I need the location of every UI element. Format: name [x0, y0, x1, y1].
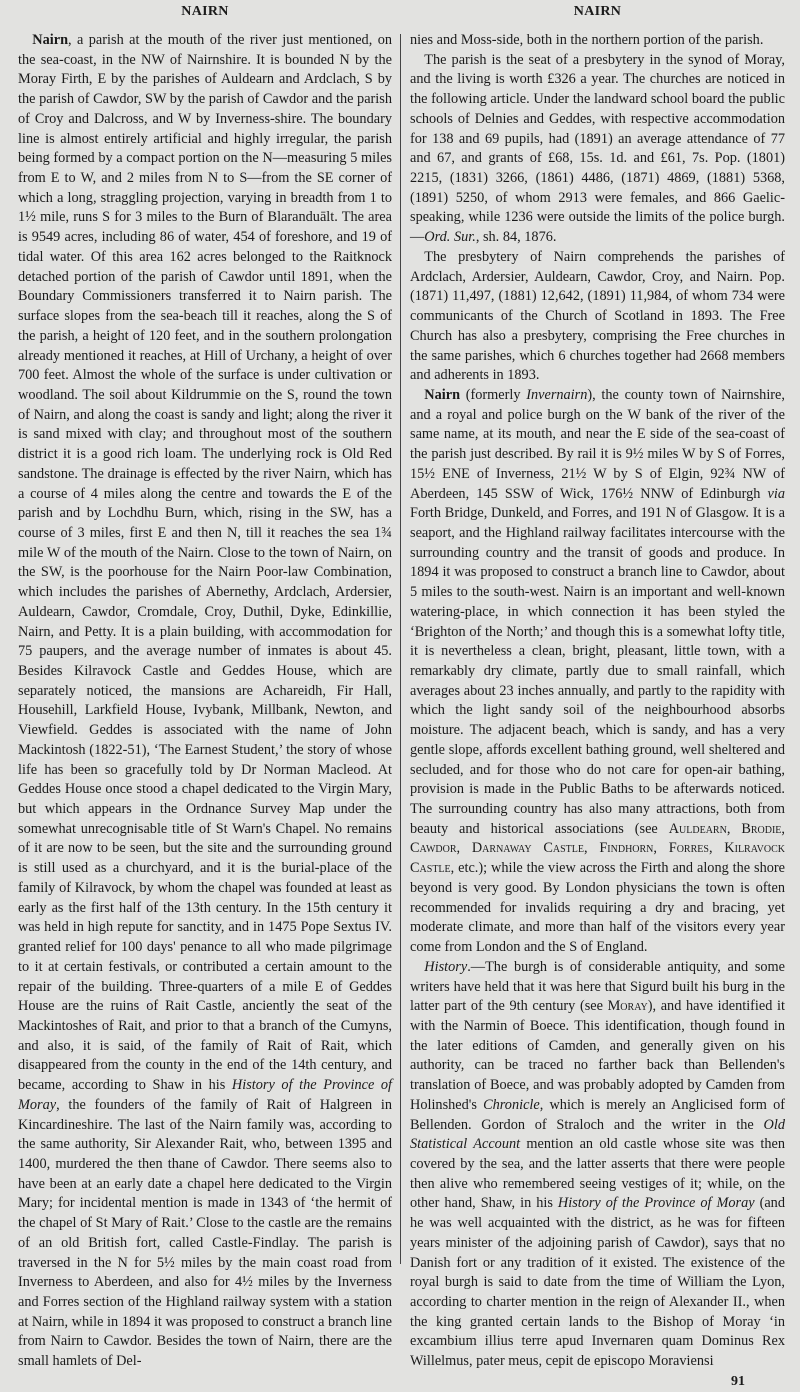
italic-text: Old Statistical Account: [410, 1116, 785, 1153]
paragraph: [410, 958, 785, 1372]
column-divider: [400, 34, 401, 1264]
text-run: (and he was well acquainted with the district, as he was for fifteen years minister of the adjoining parish of Cawdor), says that no Danish fort or any tradition of it existed. The existence of the royal burgh is said to date from the time of William the Lyon, according to charter mention in the reign of Alexander II., when the king granted certain lands to the Bishop of Moray ‘in excambium illius terre apud Invernaren quam Dominus Rex Willelmus, pater meus, cepit de episcopo Moraviensi: [410, 1195, 785, 1370]
text-run: nies and Moss-side, both in the northern portion of the parish.: [410, 32, 764, 48]
paragraph: [410, 248, 785, 386]
paragraph: [410, 51, 785, 248]
paragraph: [18, 31, 392, 1372]
text-run: mention an old castle whose site was then covered by the sea, and the latter asserts that there were people then alive who remembered seeing vestiges of it; while, on the other hand, Shaw, in his: [410, 1136, 785, 1212]
right-column: [410, 31, 785, 1392]
italic-text: History: [424, 958, 468, 975]
running-header-right: NAIRN: [573, 4, 622, 19]
text-run: ), the county town of Nairnshire, and a royal and police burgh on the W bank of the river of the same name, at its mouth, and near the E side of the sea-coast of the parish just described. By rail it is 9½ miles W by S of Forres, 15½ ENE of Inverness, 21½ W by S of Elgin, 92¾ NW of Aberdeen, 145 SSW of Wick, 176½ NNW of Edinburgh: [410, 386, 785, 502]
text-run: , sh. 84, 1876.: [475, 229, 557, 246]
entry-headword: Nairn: [424, 386, 461, 403]
text-run: The parish is the seat of a presbytery in the synod of Moray, and the living is worth £326 a year. The churches are noticed in the following article. Under the landward school board the public schools of Delnies and Geddes, with respective accommodation for 138 and 69 pupils, had (1891) an average attendance of 77 and 67, and grants of £68, 15s. 1d. and £61, 7s. Pop. (1801) 2215, (1831) 3266, (1861) 4486, (1871) 4869, (1881) 5368, (1891) 5250, of whom 2913 were females, and 866 Gaelic-speaking, while 1236 were outside the limits of the police burgh.—: [410, 51, 785, 246]
text-run: (formerly: [460, 386, 527, 403]
text-run: , a parish at the mouth of the river just mentioned, on the sea-coast, in the NW of Nairnshire. It is bounded N by the Moray Firth, E by the parishes of Auldearn and Ardclach, S by the parish of Cawdor, SW by the parish of Cawdor and the parish of Croy and Dalcross, and W by Inverness-shire. The boundary line is almost entirely artificial and highly irregular, the parish being formed by a compact portion on the N—measuring 5 miles from E to W, and 2 miles from N to S—from the SE corner of which a long, straggling projection, varying in breadth from 1 to 1½ mile, runs S for 3 miles to the Burn of Blaranduālt. The area is 9549 acres, including 86 of water, 454 of foreshore, and 19 of tidal water. Of this area 162 acres belonged to the Raitknock detached portion of the parish of Cawdor until 1891, when the Boundary Commissioners transferred it to Nairn parish. The surface slopes from the sea-beach till it reaches, along the S of the parish, a height of 120 feet, and in the southern prolongation already mentioned it reaches, at Hill of Urchany, a height of over 700 feet. Almost the whole of the surface is under cultivation or woodland. The soil about Kildrummie on the S, round the town of Nairn, and along the coast is sandy and light; along the river it is sand mixed with clay; and throughout most of the southern district it is a good rich loam. The underlying rock is Old Red sandstone. The drainage is effected by the river Nairn, which has a course of 4 miles along the centre and towards the E of the parish and by Lochdhu Burn, which, rising in the SW, has a course of 3 miles, first E and then N, till it reaches the sea 1¾ mile W of the mouth of the Nairn. Close to the town of Nairn, on the SW, is the poorhouse for the Nairn Poor-law Combination, which includes the parishes of Abernethy, Ardclach, Ardersier, Auldearn, Cawdor, Cromdale, Croy, Duthil, Dyke, Edinkillie, Nairn, and Petty. It is a plain building, with accommodation for 75 paupers, and the average number of inmates is about 45. Besides Kilravock Castle and Geddes House, which are separately noticed, the mansions are Achareidh, Fir Hall, Househill, Larkfield House, Ivybank, Millbank, Newton, and Viewfield. Geddes is associated with the name of John Mackintosh (1822-51), ‘The Earnest Student,’ the story of whose life has been so gracefully told by Dr Norman Macleod. At Geddes House once stood a chapel dedicated to the Virgin Mary, but which appears in the Ordnance Survey Map under the somewhat unrecognisable title of St Warn's Chapel. No remains of it are now to be seen, but the site and the surrounding ground is still used as a churchyard, and it is the burial-place of the family of Kilravock, by whom the chapel was founded at least as early as the first half of the 13th century. In the 15th century it was held in high repute for sanctity, and in 1475 Pope Sextus IV. granted relief for 100 days' penance to all who made pilgrimage to it at certain festivals, or contributed a certain amount to the repair of the building. Three-quarters of a mile E of Geddes House are the ruins of Rait Castle, anciently the seat of the Mackintoshes of Rait, and prior to that a branch of the Cumyns, and also, it is said, of the family of Rait of Rait, which disappeared from the county in the end of the 14th century, and became, according to Shaw in his: [18, 32, 392, 1094]
text-run: Forth Bridge, Dunkeld, and Forres, and 191 N of Glasgow. It is a seaport, and the Highland railway facilitates intercourse with the surrounding country and the transit of goods and produce. In 1894 it was proposed to construct a branch line to Cawdor, about 5 miles to the south-west. Nairn is an important and well-known watering-place, in which connection it has been styled the ‘Brighton of the North;’ and though this is a somewhat lofty title, it is nevertheless a clean, bright, pleasant, little town, with a remarkably dry climate, partly due to small rainfall, which averages about 23 inches annually, and partly to the rapidity with which the light sandy soil of the neighbourhood absorbs moisture. The adjacent beach, which is sandy, and has a very gentle slope, affords excellent bathing ground, well sheltered and secluded, and for those who do not care for open-air bathing, provision is made in the Public Baths to be afterwards noticed. The surrounding country has also many attractions, both from beauty and historical associations (see: [410, 505, 785, 837]
entry-headword: Nairn: [32, 32, 69, 48]
italic-text: via: [767, 485, 785, 502]
italic-text: History of the Province of Moray: [557, 1195, 755, 1212]
text-run: The presbytery of Nairn comprehends the parishes of Ardclach, Ardersier, Auldearn, Cawdor, Croy, and Nairn. Pop. (1871) 11,497, (1881) 12,642, (1891) 11,984, of whom 734 were communicants of the Church of Scotland in 1893. The Free Church has also a presbytery, comprising the Free churches in the same parishes, which 6 churches together had 2668 members and adherents in 1893.: [410, 248, 785, 384]
italic-text: Invernairn: [526, 386, 588, 403]
cross-reference: Auldearn, Brodie, Cawdor, Darnaway Castle, Findhorn, Forres, Kilravock Castle: [410, 820, 785, 877]
italic-text: Ord. Sur.: [424, 229, 476, 246]
running-header-left: NAIRN: [181, 4, 229, 19]
cross-reference: Moray: [607, 998, 648, 1015]
paragraph: [410, 386, 785, 958]
text-run: , the founders of the family of Rait of Halgreen in Kincardineshire. The last of the Nairn family was, according to the same authority, Sir Alexander Rait, who, between 1395 and 1400, murdered the then thane of Cawdor. There seems also to have been at an early date a chapel here dedicated to the Virgin Mary; for incidental mention is made in 1343 of ‘the hermit of the chapel of St Mary of Rait.’ Close to the castle are the remains of an old British fort, called Castle-Findlay. The parish is traversed in the N for 5½ miles by the main coast road from Inverness to Aberdeen, and also for 4½ miles by the Inverness and Forres section of the Highland railway system with a station at Nairn, while in 1894 it was proposed to construct a branch line from Nairn to Cawdor. Besides the town of Nairn, there are the small hamlets of Del-: [18, 1096, 392, 1370]
left-column: [18, 31, 392, 1372]
italic-text: Chronicle: [483, 1096, 540, 1113]
paragraph: [410, 31, 785, 51]
text-run: , which is merely an Anglicised form of Bellenden. Gordon of Straloch and the writer in the: [410, 1096, 785, 1133]
page-number: 91: [731, 1373, 745, 1389]
text-run: .—The burgh is of considerable antiquity, and some writers have held that it was here that Sigurd built his burg in the latter part of the 9th century (see: [410, 958, 785, 1015]
text-run: ), and have identified it with the Narmin of Boece. This identification, though found in the later editions of Camden, and generally given on his authority, can be traced no farther back than Bellenden's translation of Boece, and was probably adopted by Camden from Holinshed's: [410, 998, 785, 1113]
italic-text: History of the Province of Moray: [18, 1077, 393, 1113]
text-run: , etc.); while the view across the Firth and along the shore beyond is very good. By London physicians the town is often recommended for invalids requiring a dry and bracing, yet moderate climate, and more than half of the visitors every year come from London and the S of England.: [410, 860, 785, 956]
